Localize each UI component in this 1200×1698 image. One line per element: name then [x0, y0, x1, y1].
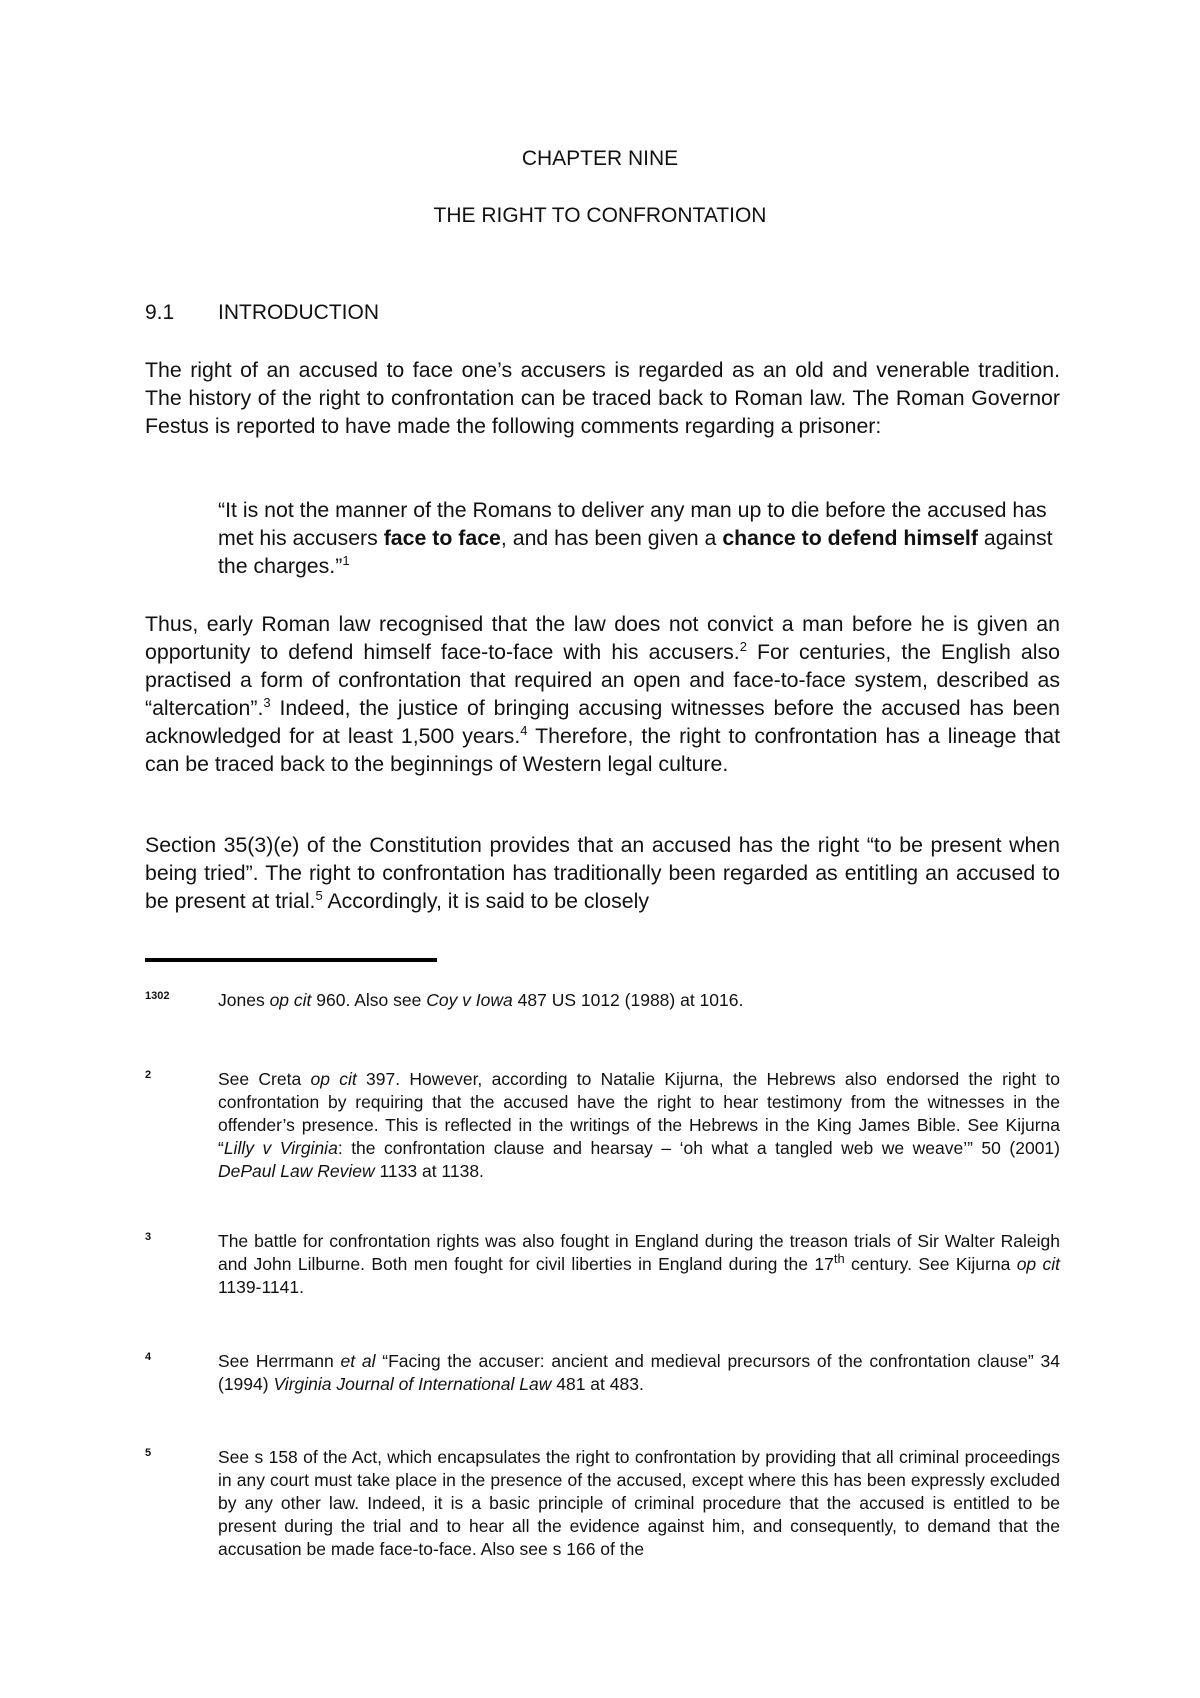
paragraph-text: Section 35(3)(e) of the Constitution provides that an accused has the right “to be present when being tried”. The right to confrontation has traditionally been regarded as entitling an accused to be present at trial. — [145, 833, 1060, 913]
quote-text: “It is not the manner of the Romans to deliver any man up to die before the accused has met his accusers — [218, 498, 1047, 550]
footnote-italic: DePaul Law Review — [218, 1161, 375, 1181]
chapter-title: THE RIGHT TO CONFRONTATION — [433, 204, 767, 227]
footnote-ref: 3 — [263, 694, 271, 710]
footnote-span: 1139-1141. — [218, 1277, 304, 1297]
footnote-mark: 4 — [145, 1351, 152, 1363]
paragraph-text: Thus, early Roman law recognised that the law does not convict a man before he is given an opportunity to defend himself face-to-face with his accusers. — [145, 612, 1060, 664]
paragraph-intro — [145, 356, 1060, 440]
section-number: 9.1 — [145, 301, 175, 324]
footnote-italic: Virginia Journal of International Law — [273, 1374, 552, 1394]
paragraph-text: The right of an accused to face one’s accusers is regarded as an old and venerable tradition. The history of the right to confrontation can be traced back to Roman law. The Roman Governor Festus is reported to have made the following comments regarding a prisoner: — [145, 358, 1060, 438]
footnote-span: “Facing the accuser: ancient and medieval precursors of the confrontation clause” 34 (1994) — [218, 1351, 1060, 1394]
quote-text: against the charges.” — [218, 526, 1053, 578]
footnote-ref: 2 — [739, 638, 747, 654]
footnote-span: 481 at 483. — [551, 1374, 644, 1394]
footnote-text — [218, 989, 1060, 1012]
paragraph-constitution — [145, 831, 1060, 915]
paragraph-text: Accordingly, it is said to be closely — [322, 889, 650, 913]
footnote-italic: op cit — [1016, 1254, 1061, 1274]
footnote-span: 1133 at 1138. — [374, 1161, 484, 1181]
footnote-italic: Coy v Iowa — [426, 990, 513, 1010]
footnote-span: See Herrmann — [218, 1351, 341, 1371]
footnote-ref: 5 — [315, 887, 323, 903]
footnote-sup: th — [833, 1251, 845, 1267]
footnote-mark: 5 — [145, 1447, 152, 1459]
footnote-mark: 1302 — [145, 990, 170, 1002]
footnote-italic: op cit — [269, 990, 312, 1010]
block-quote — [218, 496, 1063, 580]
section-title: INTRODUCTION — [218, 301, 379, 324]
footnote-text — [218, 1446, 1060, 1561]
quote-bold-text: chance to defend himself — [722, 526, 978, 550]
footnote-italic: Lilly v Virginia — [223, 1138, 338, 1158]
quote-text: , and has been given a — [500, 526, 723, 550]
footnote-ref: 1 — [342, 552, 350, 568]
footnote-span: century. See Kijurna — [844, 1254, 1017, 1274]
footnote-span: 960. Also see — [311, 990, 427, 1010]
footnote-span: The battle for confrontation rights was also fought in England during the treason trials of Sir Walter Raleigh and John Lilburne. Both men fought for civil liberties in England during the 17 — [218, 1231, 1060, 1274]
paragraph-roman-law — [145, 610, 1060, 778]
quote-bold-text: face to face — [383, 526, 501, 550]
footnote-span: 397. However, according to Natalie Kijurna, the Hebrews also endorsed the right to confrontation by requiring that the accused have the right to hear testimony from the witnesses in the offender’s presence. This is reflected in the writings of the Hebrews in the King James Bible. See Kijurna “ — [218, 1069, 1061, 1158]
footnote-text — [218, 1068, 1060, 1183]
paragraph-text: Indeed, the justice of bringing accusing witnesses before the accused has been acknowledged for at least 1,500 years. — [145, 696, 1060, 748]
footnote-span: See s 158 of the Act, which encapsulates the right to confrontation by providing that all criminal proceedings in any court must take place in the presence of the accused, except where this has been expressly excluded by any other law. Indeed, it is a basic principle of criminal procedure that the accused is entitled to be present during the trial and to hear all the evidence against him, and consequently, to demand that the accusation be made face-to-face. Also see s 166 of the — [218, 1447, 1060, 1559]
footnote-span: : the confrontation clause and hearsay – ‘oh what a tangled web we weave’” 50 (2001) — [337, 1138, 1060, 1158]
footnote-mark: 3 — [145, 1231, 152, 1243]
footnote-separator — [145, 958, 437, 962]
footnote-span: See Creta — [218, 1069, 311, 1089]
footnote-span: 487 US 1012 (1988) at 1016. — [512, 990, 744, 1010]
chapter-heading: CHAPTER NINE — [521, 147, 679, 170]
footnote-ref: 4 — [520, 722, 528, 738]
footnote-text — [218, 1230, 1060, 1299]
paragraph-text: For centuries, the English also practised a form of confrontation that required an open and face-to-face system, described as “altercation”. — [145, 640, 1060, 720]
footnote-italic: op cit — [310, 1069, 357, 1089]
footnote-italic: et al — [340, 1351, 376, 1371]
footnote-span: Jones — [218, 990, 270, 1010]
footnote-mark: 2 — [145, 1069, 152, 1081]
footnote-text — [218, 1350, 1060, 1396]
paragraph-text: Therefore, the right to confrontation has a lineage that can be traced back to the beginnings of Western legal culture. — [145, 724, 1061, 776]
